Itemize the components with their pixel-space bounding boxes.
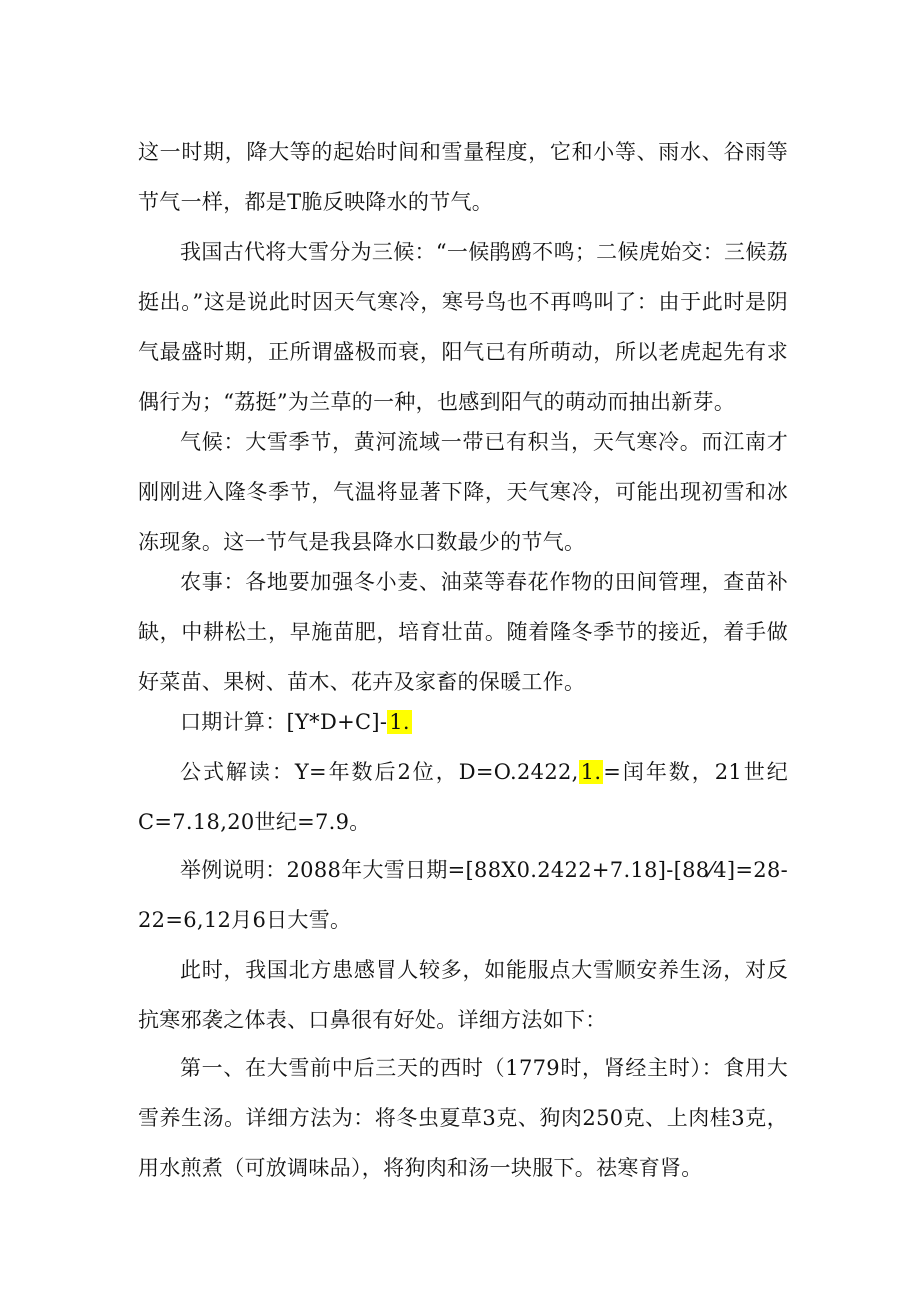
formula-explanation bbox=[138, 747, 788, 847]
explain-after: =闰年数，21世纪C=7.18,20世纪=7.9。 bbox=[138, 760, 788, 834]
example-paragraph: 举例说明：2088年大雪日期=[88X0.2422+7.18]-[88⁄4]=28-22=6,12月6日大雪。 bbox=[138, 858, 789, 932]
formula-line bbox=[138, 697, 788, 747]
explain-highlight: 1. bbox=[580, 760, 602, 784]
formula-highlight: 1. bbox=[389, 710, 410, 734]
paragraph-snow-period: 这一时期，降大等的起始时间和雪量程度，它和小等、雨水、谷雨等节气一样，都是T脆反映降水的节气。 bbox=[138, 140, 788, 214]
paragraph-soup-method: 第一、在大雪前中后三天的西时（1779时，肾经主时）：食用大雪养生汤。详细方法为：将冬虫夏草3克、狗肉250克、上肉桂3克，用水煎煮（可放调味品），将狗肉和汤一块服下。祛寒育肾。 bbox=[138, 1056, 788, 1180]
paragraph-cold-remedy: 此时，我国北方患感冒人较多，如能服点大雪顺安养生汤，对反抗寒邪袭之体表、口鼻很有好处。详细方法如下： bbox=[138, 958, 788, 1032]
paragraph-three-phases: 我国古代将大雪分为三候：“一候鹃鸥不鸣；二候虎始交：三候荔挺出。”这是说此时因天气寒冷，寒号鸟也不再鸣叫了：由于此时是阴气最盛时期，正所谓盛极而衰，阳气已有所萌动，所以老虎起先有求偶行为；“荔挺”为兰草的一种，也感到阳气的萌动而抽出新芽。 bbox=[138, 240, 788, 414]
explain-before: 公式解读：Y=年数后2位，D=O.2422, bbox=[180, 760, 579, 784]
formula-text: 口期计算：[Y*D+C]- bbox=[180, 710, 388, 734]
paragraph-farming: 农事：各地要加强冬小麦、油菜等春花作物的田间管理，查苗补缺，中耕松土，早施苗肥，培育壮苗。随着隆冬季节的接近，着手做好菜苗、果树、苗木、花卉及家畜的保暖工作。 bbox=[138, 570, 788, 694]
paragraph-climate: 气候：大雪季节，黄河流域一带已有积当，天气寒冷。而江南才刚刚进入隆冬季节，气温将显著下降，天气寒冷，可能出现初雪和冰冻现象。这一节气是我县降水口数最少的节气。 bbox=[138, 430, 788, 554]
